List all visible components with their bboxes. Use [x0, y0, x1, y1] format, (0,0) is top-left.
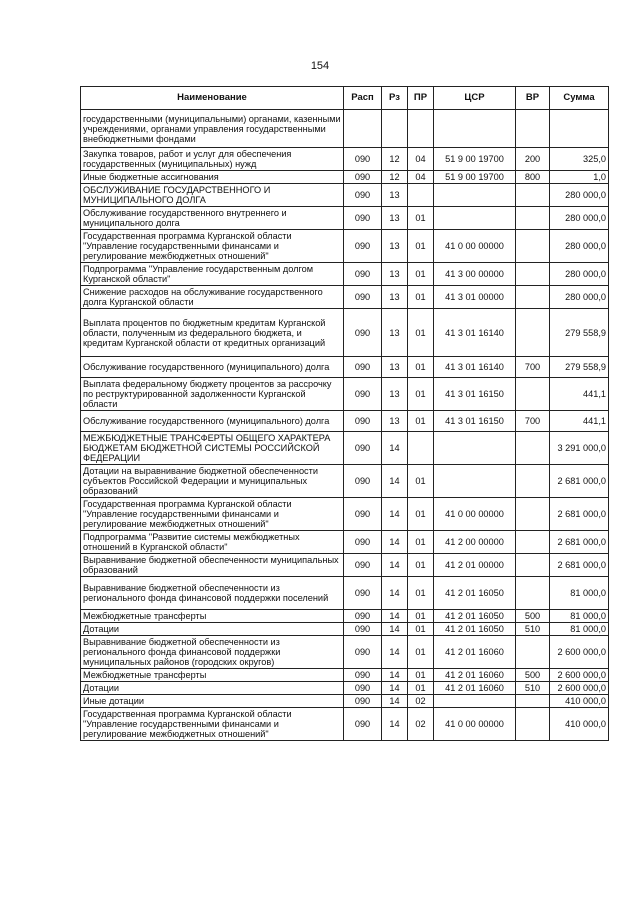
- table-cell-rz: 14: [382, 623, 408, 636]
- table-cell-csr: 41 2 00 00000: [434, 531, 516, 554]
- table-cell-vr: [516, 636, 550, 669]
- table-cell-rasp: 090: [344, 577, 382, 610]
- table-cell-name: Подпрограмма "Развитие системы межбюджетных отношений в Курганской области": [81, 531, 344, 554]
- table-row: [81, 623, 609, 636]
- page-number: 154: [310, 60, 330, 72]
- header-sum: Сумма: [550, 87, 609, 110]
- table-cell-pr: [408, 432, 434, 465]
- table-cell-vr: [516, 286, 550, 309]
- header-name: Наименование: [81, 87, 344, 110]
- table-cell-vr: 510: [516, 682, 550, 695]
- table-cell-rasp: 090: [344, 636, 382, 669]
- table-cell-name: Снижение расходов на обслуживание государственного долга Курганской области: [81, 286, 344, 309]
- header-vr: ВР: [516, 87, 550, 110]
- table-cell-csr: 41 2 01 16050: [434, 610, 516, 623]
- table-row: [81, 184, 609, 207]
- table-cell-vr: [516, 531, 550, 554]
- table-cell-sum: 280 000,0: [550, 207, 609, 230]
- table-row: [81, 378, 609, 411]
- table-cell-vr: [516, 465, 550, 498]
- table-cell-vr: 700: [516, 411, 550, 432]
- table-cell-rz: 14: [382, 577, 408, 610]
- table-row: [81, 411, 609, 432]
- table-cell-rasp: 090: [344, 554, 382, 577]
- table-cell-csr: 41 3 00 00000: [434, 263, 516, 286]
- table-cell-name: Выравнивание бюджетной обеспеченности муниципальных образований: [81, 554, 344, 577]
- table-cell-csr: [434, 110, 516, 148]
- table-cell-name: Обслуживание государственного внутреннего и муниципального долга: [81, 207, 344, 230]
- table-cell-sum: 81 000,0: [550, 577, 609, 610]
- table-cell-rz: 14: [382, 682, 408, 695]
- table-cell-rz: 13: [382, 207, 408, 230]
- table-cell-pr: 01: [408, 610, 434, 623]
- table-cell-sum: 1,0: [550, 171, 609, 184]
- table-cell-sum: 2 600 000,0: [550, 669, 609, 682]
- table-cell-name: Государственная программа Курганской области "Управление государственными финансами и регулирование межбюджетных отношений": [81, 230, 344, 263]
- table-cell-rasp: 090: [344, 230, 382, 263]
- table-cell-pr: 01: [408, 207, 434, 230]
- table-row: [81, 309, 609, 357]
- table-row: [81, 669, 609, 682]
- table-cell-pr: 01: [408, 531, 434, 554]
- table-cell-sum: 3 291 000,0: [550, 432, 609, 465]
- table-cell-rz: 13: [382, 309, 408, 357]
- table-cell-vr: [516, 309, 550, 357]
- table-cell-name: Обслуживание государственного (муниципального) долга: [81, 357, 344, 378]
- table-cell-name: Межбюджетные трансферты: [81, 610, 344, 623]
- table-cell-rz: 14: [382, 669, 408, 682]
- table-cell-csr: 41 2 01 16060: [434, 682, 516, 695]
- table-row: [81, 110, 609, 148]
- table-row: [81, 207, 609, 230]
- table-cell-csr: 51 9 00 19700: [434, 148, 516, 171]
- table-cell-name: Выплата процентов по бюджетным кредитам Курганской области, полученным из федерального бюджета, и кредитам Курганской области от кредитных организаций: [81, 309, 344, 357]
- table-cell-vr: [516, 577, 550, 610]
- table-cell-name: Выравнивание бюджетной обеспеченности из регионального фонда финансовой поддержки муниципальных районов (городских округов): [81, 636, 344, 669]
- table-cell-rz: 13: [382, 411, 408, 432]
- table-cell-rasp: 090: [344, 531, 382, 554]
- table-cell-sum: 81 000,0: [550, 623, 609, 636]
- table-cell-pr: 01: [408, 682, 434, 695]
- table-cell-sum: 280 000,0: [550, 184, 609, 207]
- table-cell-rz: 13: [382, 184, 408, 207]
- table-row: [81, 577, 609, 610]
- table-cell-vr: [516, 378, 550, 411]
- table-cell-sum: 279 558,9: [550, 357, 609, 378]
- table-cell-rz: 14: [382, 465, 408, 498]
- table-cell-csr: 41 0 00 00000: [434, 498, 516, 531]
- table-row: [81, 357, 609, 378]
- table-cell-vr: [516, 554, 550, 577]
- table-cell-pr: 01: [408, 554, 434, 577]
- table-cell-sum: 280 000,0: [550, 230, 609, 263]
- table-cell-rasp: 090: [344, 184, 382, 207]
- table-cell-pr: 01: [408, 465, 434, 498]
- table-cell-sum: 441,1: [550, 411, 609, 432]
- table-cell-pr: 01: [408, 577, 434, 610]
- table-cell-rz: 13: [382, 286, 408, 309]
- table-row: [81, 286, 609, 309]
- table-cell-csr: 41 3 01 16140: [434, 309, 516, 357]
- table-cell-vr: [516, 184, 550, 207]
- table-cell-rz: 14: [382, 531, 408, 554]
- table-cell-csr: 41 2 01 16060: [434, 636, 516, 669]
- table-cell-pr: 01: [408, 669, 434, 682]
- table-cell-sum: 325,0: [550, 148, 609, 171]
- table-cell-rasp: 090: [344, 263, 382, 286]
- table-cell-sum: 280 000,0: [550, 263, 609, 286]
- table-row: [81, 695, 609, 708]
- table-row: [81, 171, 609, 184]
- budget-table: [80, 86, 609, 741]
- table-cell-rasp: 090: [344, 708, 382, 741]
- table-cell-vr: 700: [516, 357, 550, 378]
- table-cell-rz: 12: [382, 148, 408, 171]
- table-cell-rz: 14: [382, 695, 408, 708]
- table-row: [81, 610, 609, 623]
- table-cell-vr: 510: [516, 623, 550, 636]
- table-cell-sum: [550, 110, 609, 148]
- table-cell-vr: [516, 432, 550, 465]
- table-cell-csr: 41 2 01 00000: [434, 554, 516, 577]
- table-cell-rz: 14: [382, 636, 408, 669]
- table-cell-rasp: 090: [344, 432, 382, 465]
- table-cell-rasp: 090: [344, 309, 382, 357]
- table-cell-rz: 13: [382, 263, 408, 286]
- table-cell-rz: [382, 110, 408, 148]
- table-row: [81, 498, 609, 531]
- table-cell-name: Межбюджетные трансферты: [81, 669, 344, 682]
- table-body: [81, 110, 609, 741]
- table-cell-rasp: 090: [344, 498, 382, 531]
- table-cell-pr: [408, 110, 434, 148]
- table-row: [81, 531, 609, 554]
- table-row: [81, 230, 609, 263]
- table-cell-name: Иные дотации: [81, 695, 344, 708]
- table-cell-rz: 14: [382, 498, 408, 531]
- table-cell-pr: 02: [408, 708, 434, 741]
- table-cell-rasp: 090: [344, 286, 382, 309]
- table-row: [81, 682, 609, 695]
- table-cell-csr: [434, 695, 516, 708]
- table-cell-pr: 04: [408, 171, 434, 184]
- table-cell-name: МЕЖБЮДЖЕТНЫЕ ТРАНСФЕРТЫ ОБЩЕГО ХАРАКТЕРА БЮДЖЕТАМ БЮДЖЕТНОЙ СИСТЕМЫ РОССИЙСКОЙ ФЕДЕРАЦИИ: [81, 432, 344, 465]
- table-cell-name: Государственная программа Курганской области "Управление государственными финансами и регулирование межбюджетных отношений": [81, 498, 344, 531]
- table-cell-csr: [434, 432, 516, 465]
- table-cell-name: Выравнивание бюджетной обеспеченности из регионального фонда финансовой поддержки поселений: [81, 577, 344, 610]
- table-cell-pr: 02: [408, 695, 434, 708]
- table-cell-pr: [408, 184, 434, 207]
- table-cell-sum: 279 558,9: [550, 309, 609, 357]
- table-cell-pr: 04: [408, 148, 434, 171]
- table-cell-pr: 01: [408, 230, 434, 263]
- table-row: [81, 432, 609, 465]
- table-cell-rasp: 090: [344, 171, 382, 184]
- table-cell-vr: 500: [516, 610, 550, 623]
- table-cell-rz: 13: [382, 378, 408, 411]
- table-cell-pr: 01: [408, 636, 434, 669]
- table-cell-rasp: 090: [344, 148, 382, 171]
- table-header-row: [81, 87, 609, 110]
- table-cell-vr: 800: [516, 171, 550, 184]
- table-cell-pr: 01: [408, 263, 434, 286]
- table-cell-name: Обслуживание государственного (муниципального) долга: [81, 411, 344, 432]
- table-cell-csr: 41 3 01 00000: [434, 286, 516, 309]
- header-csr: ЦСР: [434, 87, 516, 110]
- table-cell-vr: [516, 207, 550, 230]
- table-cell-name: Иные бюджетные ассигнования: [81, 171, 344, 184]
- table-cell-csr: [434, 465, 516, 498]
- table-row: [81, 554, 609, 577]
- table-cell-rz: 14: [382, 554, 408, 577]
- table-cell-pr: 01: [408, 498, 434, 531]
- table-row: [81, 465, 609, 498]
- table-cell-vr: 200: [516, 148, 550, 171]
- table-cell-sum: 410 000,0: [550, 695, 609, 708]
- table-cell-csr: 41 3 01 16150: [434, 378, 516, 411]
- table-cell-rasp: 090: [344, 623, 382, 636]
- table-cell-csr: 51 9 00 19700: [434, 171, 516, 184]
- table-cell-sum: 2 681 000,0: [550, 465, 609, 498]
- table-cell-name: государственными (муниципальными) органами, казенными учреждениями, органами управления государственными внебюджетными фондами: [81, 110, 344, 148]
- table-cell-csr: 41 2 01 16050: [434, 577, 516, 610]
- table-row: [81, 636, 609, 669]
- table-row: [81, 148, 609, 171]
- table-cell-name: Дотации: [81, 623, 344, 636]
- table-cell-pr: 01: [408, 286, 434, 309]
- table-cell-rasp: 090: [344, 378, 382, 411]
- table-cell-sum: 2 600 000,0: [550, 636, 609, 669]
- table-cell-pr: 01: [408, 309, 434, 357]
- table-cell-pr: 01: [408, 357, 434, 378]
- table-cell-rz: 13: [382, 230, 408, 263]
- table-cell-rz: 12: [382, 171, 408, 184]
- table-cell-name: ОБСЛУЖИВАНИЕ ГОСУДАРСТВЕННОГО И МУНИЦИПАЛЬНОГО ДОЛГА: [81, 184, 344, 207]
- table-cell-csr: [434, 184, 516, 207]
- table-cell-sum: 2 681 000,0: [550, 554, 609, 577]
- table-cell-vr: [516, 695, 550, 708]
- table-cell-vr: [516, 230, 550, 263]
- table-cell-name: Государственная программа Курганской области "Управление государственными финансами и регулирование межбюджетных отношений": [81, 708, 344, 741]
- table-cell-vr: [516, 110, 550, 148]
- table-cell-csr: [434, 207, 516, 230]
- table-row: [81, 708, 609, 741]
- table-cell-rz: 13: [382, 357, 408, 378]
- table-cell-sum: 2 600 000,0: [550, 682, 609, 695]
- table-cell-vr: [516, 498, 550, 531]
- table-cell-rz: 14: [382, 610, 408, 623]
- table-cell-rasp: 090: [344, 357, 382, 378]
- table-cell-csr: 41 2 01 16050: [434, 623, 516, 636]
- table-cell-rasp: 090: [344, 207, 382, 230]
- table-cell-rasp: 090: [344, 610, 382, 623]
- table-cell-rz: 14: [382, 708, 408, 741]
- table-cell-csr: 41 0 00 00000: [434, 708, 516, 741]
- table-cell-sum: 2 681 000,0: [550, 498, 609, 531]
- table-cell-csr: 41 0 00 00000: [434, 230, 516, 263]
- table-cell-name: Дотации на выравнивание бюджетной обеспеченности субъектов Российской Федерации и муниципальных образований: [81, 465, 344, 498]
- table-cell-vr: [516, 708, 550, 741]
- header-rz: Рз: [382, 87, 408, 110]
- table-cell-rz: 14: [382, 432, 408, 465]
- table-cell-name: Выплата федеральному бюджету процентов за рассрочку по реструктурированной задолженности Курганской области: [81, 378, 344, 411]
- table-cell-rasp: [344, 110, 382, 148]
- table-cell-name: Дотации: [81, 682, 344, 695]
- table-row: [81, 263, 609, 286]
- table-cell-rasp: 090: [344, 669, 382, 682]
- table-cell-name: Закупка товаров, работ и услуг для обеспечения государственных (муниципальных) нужд: [81, 148, 344, 171]
- table-cell-sum: 2 681 000,0: [550, 531, 609, 554]
- table-cell-vr: 500: [516, 669, 550, 682]
- table-cell-csr: 41 3 01 16150: [434, 411, 516, 432]
- header-pr: ПР: [408, 87, 434, 110]
- table-cell-name: Подпрограмма "Управление государственным долгом Курганской области": [81, 263, 344, 286]
- table-cell-sum: 280 000,0: [550, 286, 609, 309]
- table-cell-csr: 41 2 01 16060: [434, 669, 516, 682]
- table-cell-sum: 441,1: [550, 378, 609, 411]
- table-cell-sum: 410 000,0: [550, 708, 609, 741]
- table-cell-vr: [516, 263, 550, 286]
- table-cell-rasp: 090: [344, 682, 382, 695]
- table-cell-rasp: 090: [344, 465, 382, 498]
- header-rasp: Расп: [344, 87, 382, 110]
- table-cell-pr: 01: [408, 378, 434, 411]
- table-cell-pr: 01: [408, 623, 434, 636]
- table-cell-rasp: 090: [344, 411, 382, 432]
- table-cell-csr: 41 3 01 16140: [434, 357, 516, 378]
- table-cell-sum: 81 000,0: [550, 610, 609, 623]
- table-cell-pr: 01: [408, 411, 434, 432]
- table-cell-rasp: 090: [344, 695, 382, 708]
